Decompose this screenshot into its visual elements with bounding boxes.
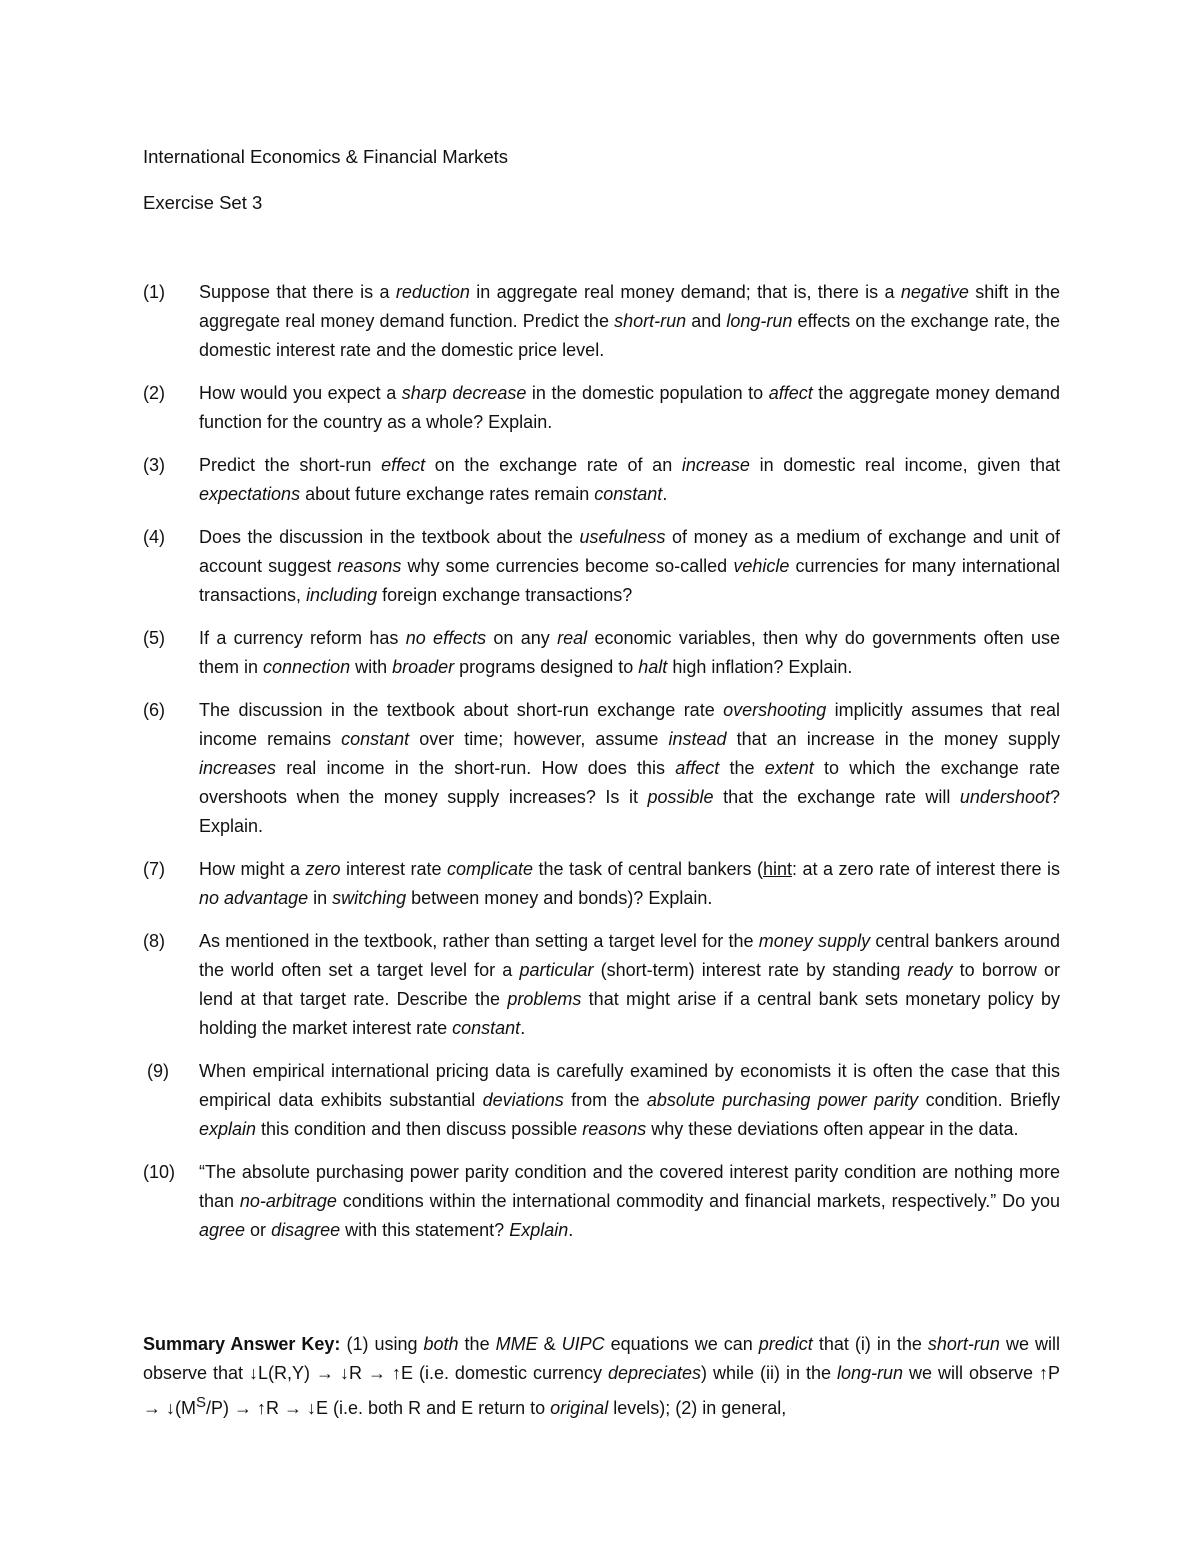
text-run: currencies for many international transactions, [199, 556, 1061, 605]
text-run: why some currencies become so-called [401, 556, 734, 576]
italic-text: particular [519, 960, 594, 980]
italic-text: disagree [271, 1220, 341, 1240]
text-run: implicitly assumes that real income remains [199, 700, 1060, 749]
text-run: to which the exchange rate overshoots when the money supply increases? Is it [199, 758, 1060, 807]
question-item [143, 523, 1060, 610]
italic-text: instead [668, 729, 727, 749]
question-text [199, 455, 1060, 504]
italic-text: no effects [405, 628, 487, 648]
question-text [199, 383, 1060, 432]
text-run: As mentioned in the textbook, rather than setting a target level for the [199, 931, 759, 951]
italic-text: sharp decrease [401, 383, 527, 403]
italic-text: including [306, 585, 378, 605]
text-run: from the [563, 1090, 647, 1110]
question-item [143, 855, 1060, 913]
question-text [199, 700, 1060, 836]
question-text [199, 282, 1060, 360]
text-run: the task of central bankers ( [533, 859, 764, 879]
text-run: the [458, 1334, 496, 1354]
italic-text: overshooting [723, 700, 827, 720]
italic-text: vehicle [733, 556, 790, 576]
italic-text: increase [681, 455, 750, 475]
italic-text: long-run [726, 311, 793, 331]
italic-text: Explain [509, 1220, 569, 1240]
text-run: with this statement? [340, 1220, 510, 1240]
italic-text: agree [199, 1220, 246, 1240]
text-run: of money as a medium of exchange and unit of account suggest [199, 527, 1060, 576]
text-run: The discussion in the textbook about short-run exchange rate [199, 700, 724, 720]
text-run: we will observe that ↓L(R,Y) → ↓R → ↑E (i.e. domestic currency [143, 1334, 1060, 1383]
italic-text: reasons [337, 556, 402, 576]
italic-text: possible [647, 787, 714, 807]
question-number: (6) [143, 700, 165, 720]
text-run: with [350, 657, 393, 677]
text-run: and [686, 311, 727, 331]
italic-text: reduction [395, 282, 470, 302]
text-run: ) while (ii) in the [701, 1363, 837, 1383]
italic-text: MME [495, 1334, 538, 1354]
question-number: (7) [143, 859, 165, 879]
italic-text: real [557, 628, 588, 648]
text-run: this condition and then discuss possible [256, 1119, 583, 1139]
text-run: interest rate [340, 859, 447, 879]
italic-text: increases [199, 758, 277, 778]
question-item [143, 379, 1060, 437]
text-run: real income in the short-run. How does this [276, 758, 676, 778]
italic-text: depreciates [607, 1363, 702, 1383]
question-item [143, 451, 1060, 509]
italic-text: expectations [199, 484, 301, 504]
text-run: (short-term) interest rate by standing [593, 960, 908, 980]
italic-text: constant [452, 1018, 521, 1038]
italic-text: absolute purchasing power parity [646, 1090, 919, 1110]
text-run: in the domestic population to [526, 383, 769, 403]
italic-text: affect [675, 758, 720, 778]
italic-text: connection [263, 657, 351, 677]
text-run: conditions within the international commodity and financial markets, respectively.” Do you [336, 1191, 1060, 1211]
question-item [143, 624, 1060, 682]
text-run: in [308, 888, 333, 908]
italic-text: reasons [582, 1119, 647, 1139]
question-item [143, 278, 1060, 365]
text-run: How would you expect a [199, 383, 402, 403]
text-run: that an increase in the money supply [726, 729, 1061, 749]
text-run: shift in the aggregate real money demand function. Predict the [199, 282, 1061, 331]
question-number: (10) [143, 1162, 176, 1182]
italic-text: broader [392, 657, 455, 677]
question-number: (1) [143, 282, 165, 302]
italic-text: long-run [836, 1363, 904, 1383]
italic-text: halt [638, 657, 668, 677]
text-run: levels); (2) in general, [608, 1398, 787, 1418]
text-run: high inflation? Explain. [667, 657, 853, 677]
text-run: central bankers around the world often set a target level for a [199, 931, 1060, 980]
italic-text: short-run [614, 311, 687, 331]
italic-text: deviations [482, 1090, 564, 1110]
italic-text: ready [907, 960, 953, 980]
question-item [143, 927, 1060, 1043]
italic-text: affect [768, 383, 813, 403]
text-run: to borrow or lend at that target rate. Describe the [199, 960, 1060, 1009]
italic-text: original [550, 1398, 609, 1418]
italic-text: short-run [927, 1334, 1000, 1354]
text-run: equations we can [604, 1334, 759, 1354]
text-run: . [662, 484, 668, 504]
text-run: Suppose that there is a [199, 282, 396, 302]
italic-text: UIPC [561, 1334, 605, 1354]
italic-text: problems [507, 989, 582, 1009]
text-run: we will observe ↑P → ↓(M [143, 1363, 1060, 1418]
question-item [143, 1158, 1060, 1245]
question-item [143, 696, 1060, 841]
question-number: (9) [147, 1061, 169, 1081]
italic-text: complicate [446, 859, 534, 879]
text-run: effects on the exchange rate, the domestic interest rate and the domestic price level. [199, 311, 1060, 360]
text-run: that might arise if a central bank sets monetary policy by holding the market interest rate [199, 989, 1060, 1038]
italic-text: predict [758, 1334, 813, 1354]
question-number: (2) [143, 383, 165, 403]
text-run: about future exchange rates remain [300, 484, 595, 504]
text-run: why these deviations often appear in the data. [646, 1119, 1019, 1139]
text-run: If a currency reform has [199, 628, 406, 648]
question-text [199, 1162, 1060, 1240]
question-number: (3) [143, 455, 165, 475]
question-item [143, 1057, 1060, 1144]
italic-text: no advantage [199, 888, 309, 908]
text-run: in aggregate real money demand; that is, there is a [469, 282, 901, 302]
italic-text: negative [900, 282, 969, 302]
italic-text: zero [305, 859, 341, 879]
text-run: “The absolute purchasing power parity condition and the covered interest parity condition are nothing more than [199, 1162, 1060, 1211]
course-title: International Economics & Financial Markets [143, 146, 509, 167]
text-run: on any [486, 628, 558, 648]
question-text [199, 931, 1060, 1038]
question-text [199, 527, 1060, 605]
question-text [199, 628, 1060, 677]
italic-text: usefulness [579, 527, 666, 547]
italic-text: both [423, 1334, 459, 1354]
italic-text: money supply [758, 931, 871, 951]
question-text [199, 1061, 1060, 1139]
text-run: in domestic real income, given that [749, 455, 1061, 475]
italic-text: constant [594, 484, 663, 504]
text-run: economic variables, then why do governments often use them in [199, 628, 1060, 677]
text-run: that the exchange rate will [713, 787, 960, 807]
text-run: over time; however, assume [409, 729, 669, 749]
text-run: on the exchange rate of an [425, 455, 682, 475]
text-run: . [520, 1018, 526, 1038]
text-run: When empirical international pricing data is carefully examined by economists it is often the case that this empirical data exhibits substantial [199, 1061, 1060, 1110]
text-run: /P) → ↑R → ↓E (i.e. both R and E return to [206, 1398, 551, 1418]
text-run: between money and bonds)? Explain. [406, 888, 713, 908]
text-run: (1) using [340, 1334, 424, 1354]
italic-text: extent [764, 758, 814, 778]
text-run: & [537, 1334, 562, 1354]
text-run: or [245, 1220, 272, 1240]
answer-key [143, 1330, 1060, 1423]
text-run: condition. Briefly [918, 1090, 1061, 1110]
question-text [199, 859, 1060, 908]
italic-text: explain [199, 1119, 257, 1139]
italic-text: no-arbitrage [239, 1191, 337, 1211]
text-run: the [719, 758, 765, 778]
question-number: (8) [143, 931, 165, 951]
italic-text: constant [341, 729, 410, 749]
italic-text: effect [381, 455, 426, 475]
question-number: (5) [143, 628, 165, 648]
text-run: the aggregate money demand function for the country as a whole? Explain. [199, 383, 1061, 432]
answer-key-label: Summary Answer Key: [143, 1334, 341, 1354]
text-run: : at a zero rate of interest there is [792, 859, 1061, 879]
text-run: foreign exchange transactions? [377, 585, 633, 605]
text-run: programs designed to [454, 657, 639, 677]
text-run: ? Explain. [199, 787, 1060, 836]
superscript-text: S [196, 1394, 207, 1411]
italic-text: switching [332, 888, 407, 908]
question-list [143, 278, 1060, 1259]
text-run: Predict the short-run [199, 455, 382, 475]
exercise-set-title: Exercise Set 3 [143, 192, 263, 213]
text-run: How might a [199, 859, 306, 879]
underlined-text: hint [763, 859, 793, 879]
question-number: (4) [143, 527, 165, 547]
text-run: Does the discussion in the textbook about the [199, 527, 580, 547]
italic-text: undershoot [959, 787, 1050, 807]
text-run: . [568, 1220, 574, 1240]
text-run: that (i) in the [812, 1334, 928, 1354]
